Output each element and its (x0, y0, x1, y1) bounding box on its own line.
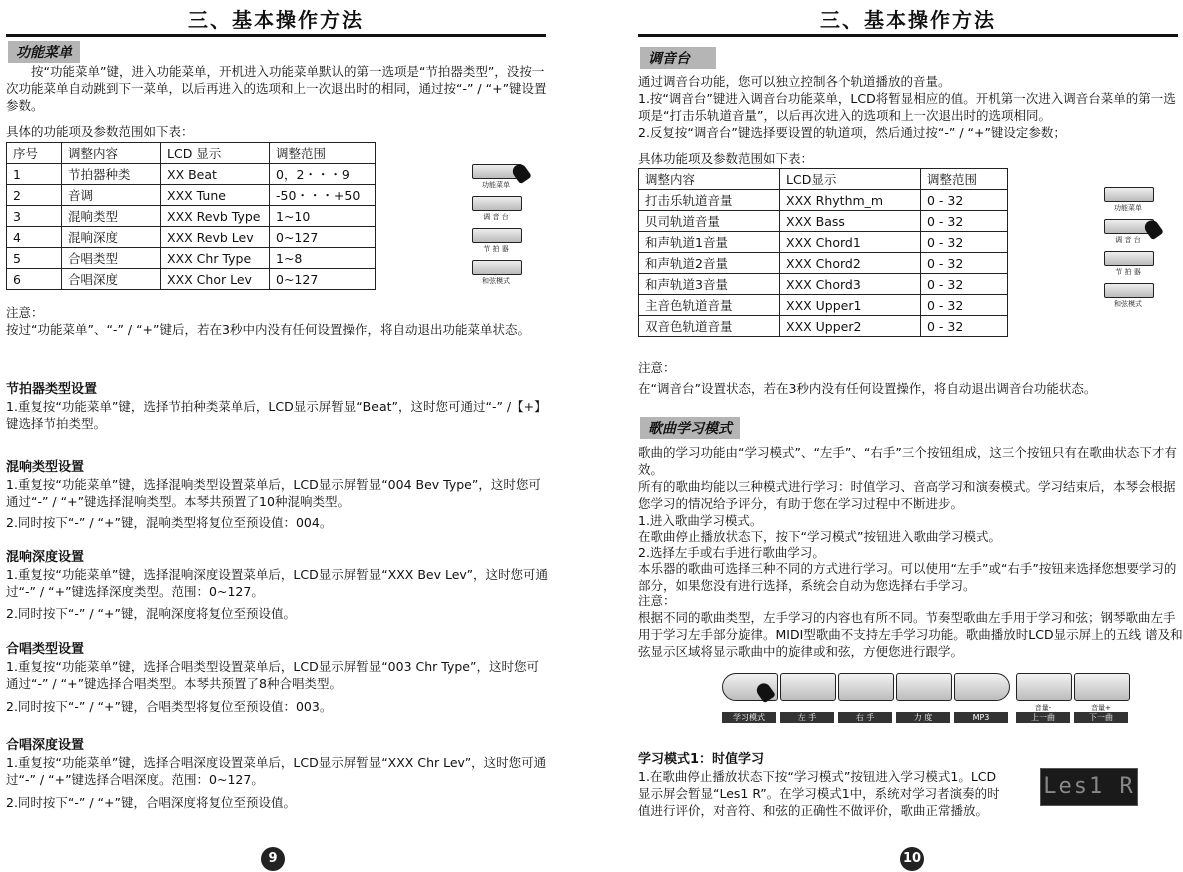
key-right-hand (838, 673, 892, 723)
learning-paragraph: 注意： (638, 593, 676, 608)
key-label: MP3 (954, 712, 1008, 723)
table-cell: 音调 (62, 185, 161, 206)
table-cell: -50・・・+50 (270, 185, 376, 206)
key-top-label: 音量- (1034, 704, 1052, 712)
key-label: 力 度 (896, 712, 950, 723)
panel-key (472, 196, 522, 211)
table-caption: 具体的功能项及参数范围如下表： (6, 124, 194, 139)
panel-key (1104, 283, 1154, 298)
note-title: 注意： (638, 360, 676, 375)
key-learn-mode (722, 673, 776, 723)
table-row (639, 295, 1008, 316)
table-row (639, 274, 1008, 295)
subheading: 合唱类型设置 (6, 642, 85, 657)
table-cell: XXX Upper1 (780, 295, 921, 316)
table-cell: 打击乐轨道音量 (639, 190, 780, 211)
table-cell: 4 (7, 227, 62, 248)
table-cell: 和声轨道2音量 (639, 253, 780, 274)
right-page (638, 0, 1183, 872)
table-cell: XXX Revb Lev (161, 227, 270, 248)
section-text: 1.重复按“功能菜单”键，选择合唱深度设置菜单后，LCD显示屏暂显“XXX Chr Lev”，这时您可通过“-” / “+”键选择合唱深度。范围：0~127。 (6, 755, 547, 787)
table-row (7, 164, 376, 185)
table-header-row (7, 143, 376, 164)
section-text: 1.重复按“功能菜单”键，选择混响类型设置菜单后，LCD显示屏暂显“004 Bev Type”，这时您可通过“-” / “+”键选择混响类型。本琴共预置了10种混响类型。 (6, 477, 541, 509)
subheading: 节拍器类型设置 (6, 382, 98, 397)
panel-key-label: 节 拍 器 (1115, 268, 1141, 276)
table-header: 调整内容 (62, 143, 161, 164)
lcd-display: Les1 R (1040, 768, 1138, 806)
title-rule (638, 34, 1178, 37)
page-title: 三、基本操作方法 (188, 8, 364, 32)
table-cell: 0 - 32 (921, 316, 1008, 337)
table-cell: XXX Tune (161, 185, 270, 206)
panel-key (1074, 673, 1130, 701)
key-label: 右 手 (838, 712, 892, 723)
table-cell: 双音色轨道音量 (639, 316, 780, 337)
page-number: 10 (900, 847, 924, 871)
learning-paragraph: 1.进入歌曲学习模式。 (638, 513, 763, 528)
key-label: 左 手 (780, 712, 834, 723)
table-row (7, 269, 376, 290)
table-cell: 贝司轨道音量 (639, 211, 780, 232)
intro-paragraph: 通过调音台功能，您可以独立控制各个轨道播放的音量。 (638, 74, 951, 89)
learning-paragraph: 所有的歌曲均能以三种模式进行学习：时值学习、音高学习和演奏模式。学习结束后，本琴会根据您学习的情况给予评分，有助于您在学习过程中不断进步。 (638, 479, 1176, 511)
table-cell: XXX Revb Type (161, 206, 270, 227)
table-cell: 1 (7, 164, 62, 185)
table-cell: XXX Chord2 (780, 253, 921, 274)
note-text: 按过“功能菜单”、“-” / “+”键后，若在3秒中内没有任何设置操作，将自动退出功能菜单状态。 (6, 322, 530, 337)
subheading: 合唱深度设置 (6, 738, 85, 753)
intro-paragraph: 按“功能菜单”键，进入功能菜单，开机进入功能菜单默认的第一选项是“节拍器类型”，没按一次功能菜单自动跳到下一菜单，以后再进入的选项和上一次退出时的相同，通过按“-” / “+”键设置参数。 (6, 64, 547, 113)
table-cell: 6 (7, 269, 62, 290)
table-cell: XXX Chor Lev (161, 269, 270, 290)
page-title: 三、基本操作方法 (820, 8, 996, 32)
table-row (639, 211, 1008, 232)
table-cell: XXX Rhythm_m (780, 190, 921, 211)
mixer-table (638, 168, 1008, 337)
key-label: 上一曲 (1016, 712, 1070, 723)
table-cell: 0~127 (270, 269, 376, 290)
panel-key (1104, 251, 1154, 266)
table-cell: 5 (7, 248, 62, 269)
table-cell: 主音色轨道音量 (639, 295, 780, 316)
table-cell: 0 - 32 (921, 274, 1008, 295)
section-text: 1.在歌曲停止播放状态下按“学习模式”按钮进入学习模式1。LCD显示屏会暂显“Les1 R”。在学习模式1中，系统对学习者演奏的时值进行评价，对音符、和弦的正确性不做评价，歌曲正常播放。 (638, 769, 1000, 818)
table-cell: 0，2・・・9 (270, 164, 376, 185)
section-text: 2.同时按下“-” / “+”键，合唱类型将复位至预设值：003。 (6, 699, 333, 714)
panel-key-label: 调 音 台 (483, 213, 509, 221)
intro-paragraph: 1.按“调音台”键进入调音台功能菜单，LCD将暂显相应的值。开机第一次进入调音台菜单的第一选项是“打击乐轨道音量”，以后再次进入的选项和上一次退出时的选项相同。 (638, 91, 1176, 123)
key-prev-song (1016, 673, 1070, 723)
note-title: 注意： (6, 305, 44, 320)
panel-key (896, 673, 952, 701)
learning-paragraph: 本乐器的歌曲可选择三种不同的方式进行学习。可以使用“左手”或“右手”按钮来选择您想要学习的部分，如果您没有进行选择，系统会自动为您选择右手学习。 (638, 561, 1177, 593)
table-cell: 合唱深度 (62, 269, 161, 290)
table-header: LCD 显示 (161, 143, 270, 164)
table-row (7, 185, 376, 206)
panel-key-label: 节 拍 器 (483, 245, 509, 253)
panel-key (472, 228, 522, 243)
title-rule (6, 34, 546, 37)
table-row (639, 232, 1008, 253)
table-cell: 1~8 (270, 248, 376, 269)
section-text: 1.重复按“功能菜单”键，选择合唱类型设置菜单后，LCD显示屏暂显“003 Chr Type”，这时您可通过“-” / “+”键选择合唱类型。本琴共预置了8种合唱类型。 (6, 659, 539, 691)
key-mp3 (954, 673, 1008, 723)
table-row (639, 316, 1008, 337)
table-cell: 0 - 32 (921, 295, 1008, 316)
table-cell: XX Beat (161, 164, 270, 185)
table-row (7, 206, 376, 227)
note-text: 在“调音台”设置状态，若在3秒内没有任何设置操作，将自动退出调音台功能状态。 (638, 381, 1097, 396)
function-table (6, 142, 376, 290)
table-cell: 3 (7, 206, 62, 227)
table-header-row (639, 169, 1008, 190)
section-text: 2.同时按下“-” / “+”键，混响深度将复位至预设值。 (6, 606, 296, 621)
left-page (6, 0, 566, 872)
learning-paragraph: 歌曲的学习功能由“学习模式”、“左手”、“右手”三个按钮组成，这三个按钮只有在歌曲状态下才有效。 (638, 445, 1177, 477)
panel-key (954, 673, 1010, 701)
table-row (7, 248, 376, 269)
panel-key (1016, 673, 1072, 701)
table-cell: XXX Upper2 (780, 316, 921, 337)
table-cell: 节拍器种类 (62, 164, 161, 185)
table-cell: XXX Chord3 (780, 274, 921, 295)
section-text: 1.重复按“功能菜单”键，选择混响深度设置菜单后，LCD显示屏暂显“XXX Bev Lev”，这时您可通过“-” / “+”键选择深度类型。范围：0~127。 (6, 567, 549, 599)
section-text: 1.重复按“功能菜单”键，选择节拍种类菜单后，LCD显示屏暂显“Beat”，这时您可通过“-” /【+】键选择节拍类型。 (6, 399, 547, 431)
table-cell: 混响类型 (62, 206, 161, 227)
section-heading-function-menu: 功能菜单 (8, 41, 80, 63)
table-header: LCD显示 (780, 169, 921, 190)
learning-paragraph: 2.选择左手或右手进行歌曲学习。 (638, 545, 825, 560)
panel-key-label: 功能菜单 (482, 181, 510, 189)
subheading: 学习模式1：时值学习 (638, 752, 765, 767)
table-cell: XXX Chr Type (161, 248, 270, 269)
table-cell: 2 (7, 185, 62, 206)
learning-paragraph: 在歌曲停止播放状态下，按下“学习模式”按钮进入歌曲学习模式。 (638, 529, 1001, 544)
panel-button-illustration (1104, 187, 1154, 315)
table-cell: XXX Chord1 (780, 232, 921, 253)
table-header: 调整内容 (639, 169, 780, 190)
table-cell: 0~127 (270, 227, 376, 248)
key-label: 学习模式 (722, 712, 776, 723)
key-left-hand (780, 673, 834, 723)
table-cell: 0 - 32 (921, 211, 1008, 232)
table-header: 调整范围 (270, 143, 376, 164)
table-cell: 混响深度 (62, 227, 161, 248)
subheading: 混响类型设置 (6, 460, 85, 475)
learning-paragraph: 根据不同的歌曲类型，左手学习的内容也有所不同。节奏型歌曲左手用于学习和弦；钢琴歌曲左手用于学习左手部分旋律。MIDI型歌曲不支持左手学习功能。歌曲播放时LCD显示屏上的五线 谱及和弦显示区域将显示歌曲中的旋律或和弦，方便您进行跟学。 (638, 610, 1183, 659)
section-heading-mixer: 调音台 (640, 47, 716, 69)
table-row (7, 227, 376, 248)
table-cell: 合唱类型 (62, 248, 161, 269)
key-label: 下一曲 (1074, 712, 1128, 723)
intro-paragraph: 2.反复按“调音台”键选择要设置的轨道项，然后通过按“-” / “+”键设定参数； (638, 125, 1066, 140)
panel-key-label: 和弦模式 (482, 277, 510, 285)
key-next-song (1074, 673, 1128, 723)
table-cell: XXX Bass (780, 211, 921, 232)
table-row (639, 190, 1008, 211)
table-cell: 1~10 (270, 206, 376, 227)
table-header: 序号 (7, 143, 62, 164)
table-row (639, 253, 1008, 274)
panel-key (1104, 187, 1154, 202)
panel-key-label: 和弦模式 (1114, 300, 1142, 308)
panel-button-illustration (472, 164, 522, 292)
panel-key (780, 673, 836, 701)
panel-key (838, 673, 894, 701)
page-number: 9 (261, 847, 285, 871)
subheading: 混响深度设置 (6, 550, 85, 565)
section-text: 2.同时按下“-” / “+”键，合唱深度将复位至预设值。 (6, 795, 296, 810)
table-cell: 0 - 32 (921, 253, 1008, 274)
section-heading-song-learning: 歌曲学习模式 (640, 417, 740, 439)
section-text: 2.同时按下“-” / “+”键，混响类型将复位至预设值：004。 (6, 515, 333, 530)
table-cell: 0 - 32 (921, 190, 1008, 211)
panel-key-label: 调 音 台 (1115, 236, 1141, 244)
table-cell: 和声轨道3音量 (639, 274, 780, 295)
table-header: 调整范围 (921, 169, 1008, 190)
panel-key (472, 260, 522, 275)
key-velocity (896, 673, 950, 723)
key-top-label: 音量+ (1091, 704, 1111, 712)
table-cell: 和声轨道1音量 (639, 232, 780, 253)
table-cell: 0 - 32 (921, 232, 1008, 253)
table-caption: 具体功能项及参数范围如下表： (638, 151, 814, 166)
panel-key-label: 功能菜单 (1114, 204, 1142, 212)
